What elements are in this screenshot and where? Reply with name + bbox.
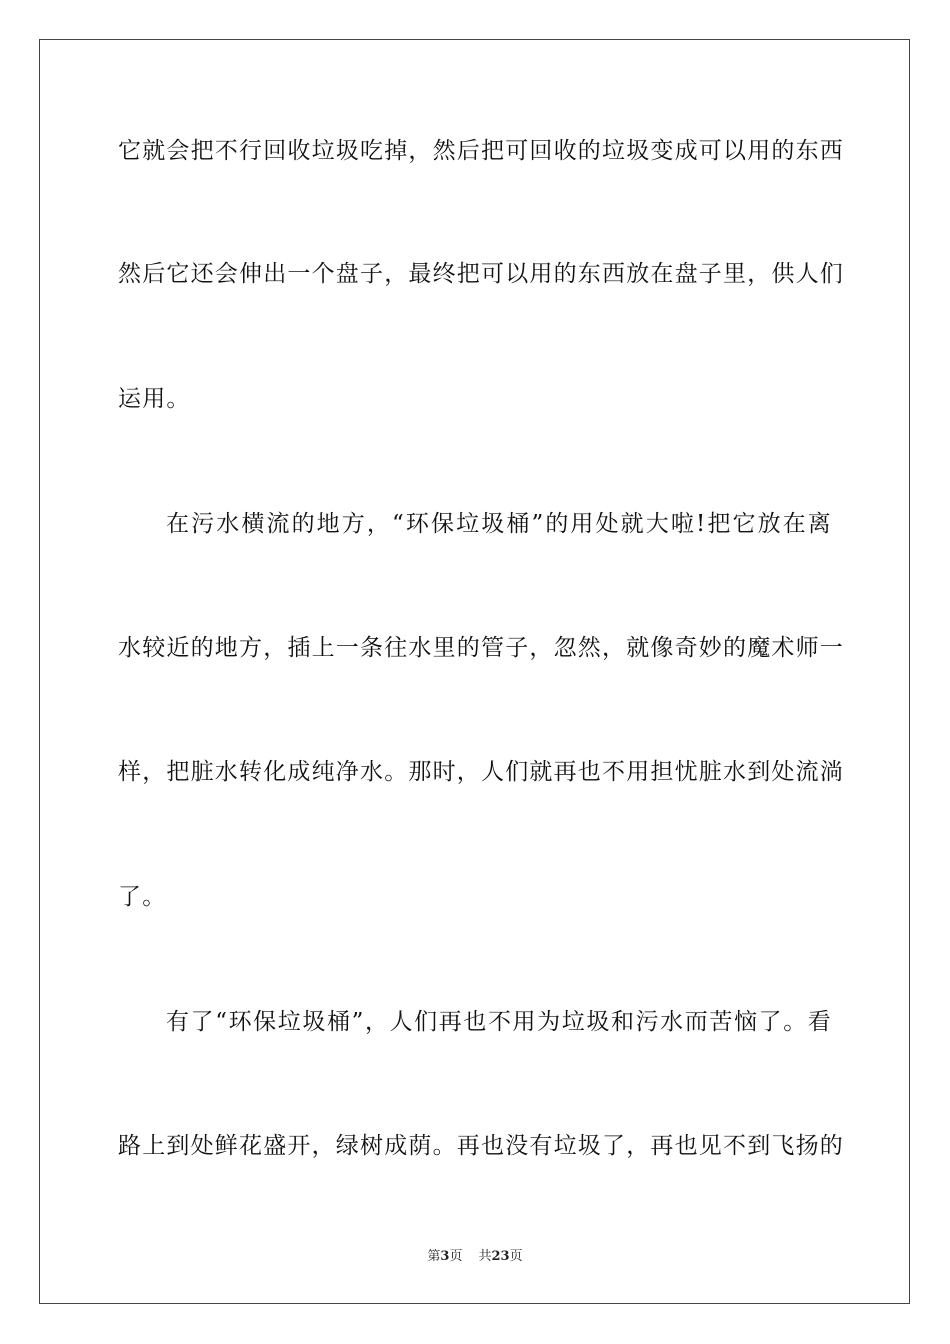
page-footer [0,1248,950,1266]
text-line-4: 在污水横流的地方，“环保垃圾桶”的用处就大啦!把它放在离 [166,511,832,537]
text-line-7: 了。 [118,884,167,910]
text-line-8: 有了“环保垃圾桶”，人们再也不用为垃圾和污水而苦恼了。看 [166,1009,832,1035]
footer-page-suffix: 页 [449,1249,463,1264]
page-border [39,39,910,1304]
text-line-6: 样，把脏水转化成纯净水。那时，人们就再也不用担忧脏水到处流淌 [118,759,844,785]
text-line-5: 水较近的地方，插上一条往水里的管子，忽然，就像奇妙的魔术师一 [118,635,844,661]
footer-total-suffix: 页 [509,1249,523,1264]
text-line-3: 运用。 [118,386,191,412]
text-line-2: 然后它还会伸出一个盘子，最终把可以用的东西放在盘子里，供人们 [118,261,844,287]
text-line-9: 路上到处鲜花盛开，绿树成荫。再也没有垃圾了，再也见不到飞扬的 [118,1133,844,1159]
text-line-1: 它就会把不行回收垃圾吃掉，然后把可回收的垃圾变成可以用的东西 [118,138,844,164]
footer-total-prefix: 共 [478,1249,492,1264]
footer-total-number: 23 [491,1249,510,1264]
footer-page-prefix: 第 [427,1249,441,1264]
footer-page-number: 3 [440,1249,450,1264]
